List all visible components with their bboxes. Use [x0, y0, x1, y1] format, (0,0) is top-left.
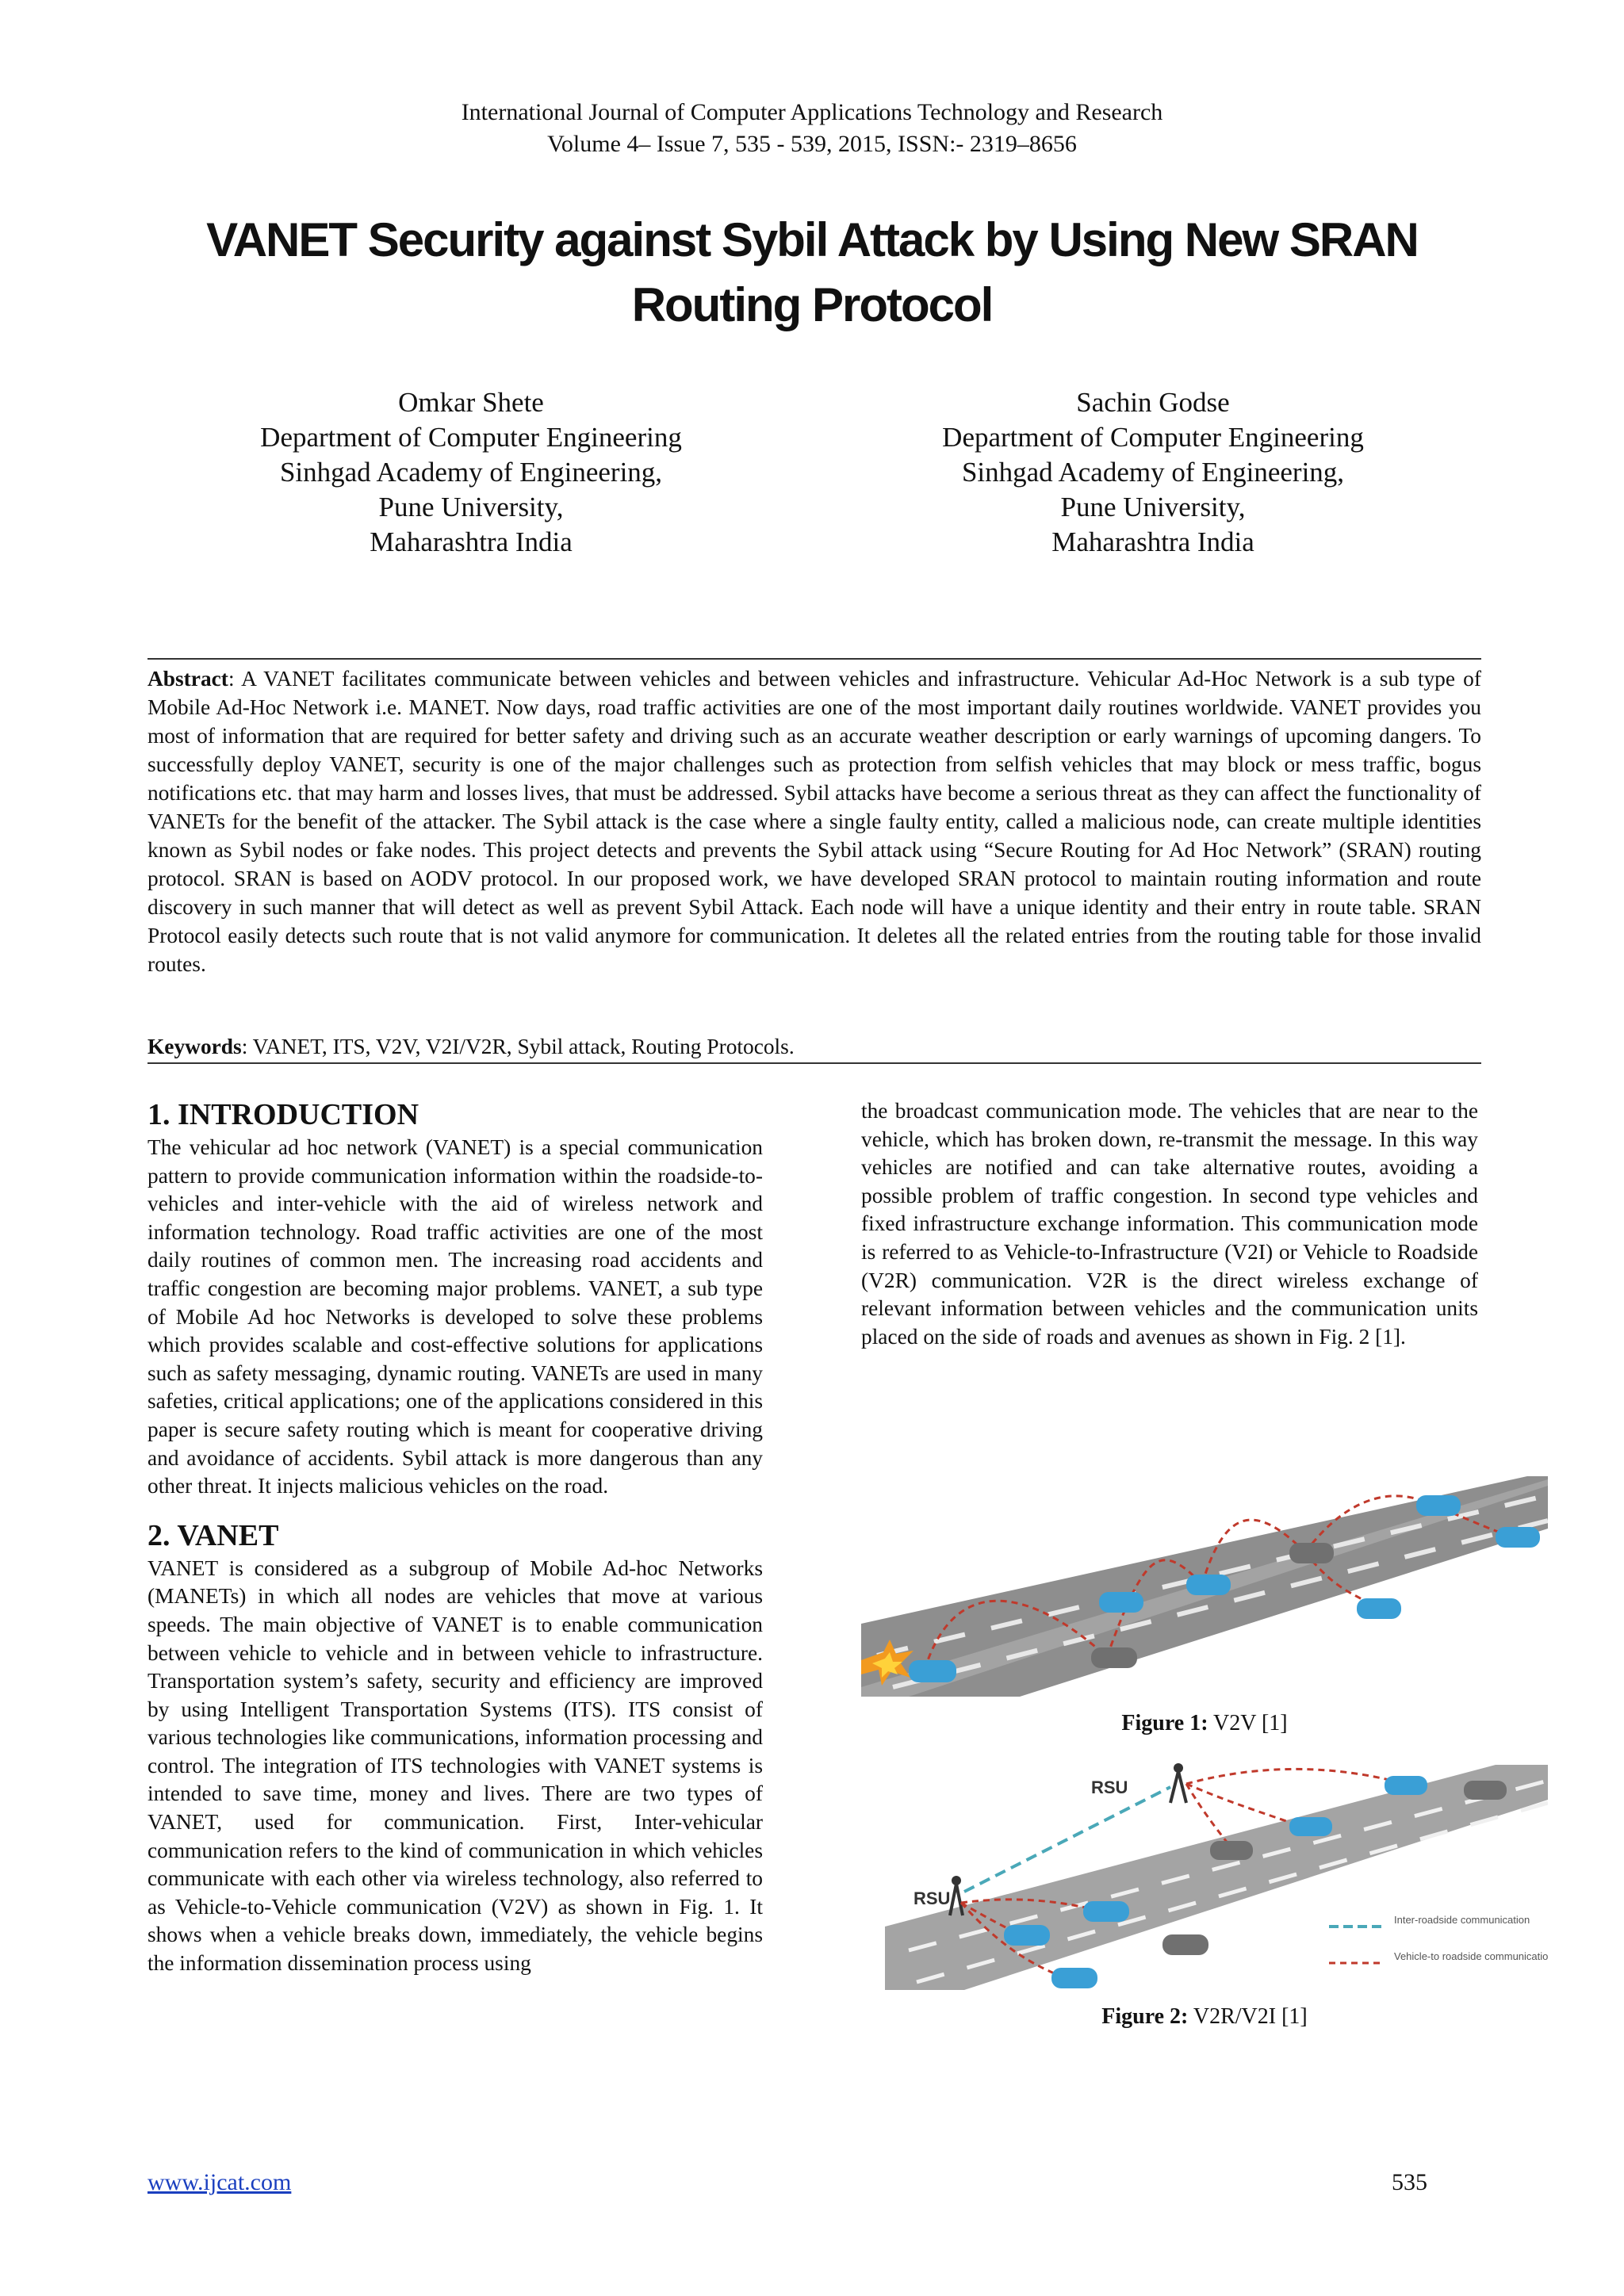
car-icon [1357, 1598, 1401, 1619]
journal-name: International Journal of Computer Applications Technology and Research [461, 99, 1163, 125]
car-icon [1210, 1841, 1253, 1860]
paper-title [119, 208, 1505, 338]
author-name: Omkar Shete [398, 387, 544, 418]
right-column-paragraph: the broadcast communication mode. The vehicles that are near to the vehicle, which has broken down, re-transmit the message. In this way vehicles are notified and can take alternative routes, avoiding a possible problem of traffic congestion. In second type vehicles and fixed infrastructure exchange information. This communication mode is referred to as Vehicle-to-Infrastructure (V2I) or Vehicle to Roadside (V2R) communication. V2R is the direct wireless exchange of relevant information between vehicles and the communication units placed on the side of roads and avenues as shown in Fig. 2 [1]. [861, 1099, 1478, 1349]
keywords [147, 1032, 1481, 1061]
title-line-1: VANET Security against Sybil Attack by Using New SRAN [206, 213, 1418, 266]
left-column [147, 1097, 763, 1978]
author-department: Department of Computer Engineering [942, 422, 1364, 453]
car-icon [1496, 1527, 1540, 1548]
car-icon [1186, 1575, 1231, 1595]
abstract-bottom-rule [147, 1062, 1481, 1064]
vanet-paragraph: VANET is considered as a subgroup of Mobile Ad-hoc Networks (MANETs) in which all nodes are vehicles that move at various speeds. The main objective of VANET is to enable communication between vehicle to vehicle and in between vehicle to infrastructure. Transportation system’s safety, security and efficiency are improved by using Intelligent Transportation Systems (ITS). ITS consist of various technologies like communications, information processing and control. The integration of ITS technologies with VANET systems is intended to save time, money and lives. There are two types of VANET, used for communication. First, Inter-vehicular communication refers to the kind of communication in which vehicles communicate with each other via wireless technology, also referred to as Vehicle-to-Vehicle communication (V2V) as shown in Fig. 1. It shows when a vehicle breaks down, immediately, the vehicle begins the information dissemination process using [147, 1556, 763, 1976]
abstract-text: : A VANET facilitates communicate between vehicles and between vehicles and infrastructure. Vehicular Ad-Hoc Network is a sub type of Mobile Ad-Hoc Network i.e. MANET. Now days, road traffic activities are one of the most important daily routines worldwide. VANET provides you most of information that are required for better safety and driving such as an accurate weather description or early warnings of upcoming dangers. To successfully deploy VANET, security is one of the major challenges such as protection from selfish vehicles that may block or mess traffic, bogus notifications etc. that may harm and losses lives, that must be addressed. Sybil attacks have become a serious threat as they can affect the functionality of VANETs for the benefit of the attacker. The Sybil attack is the case where a single faulty entity, called a malicious node, can create multiple identities known as Sybil nodes or fake nodes. This project detects and prevents the Sybil attack using “Secure Routing for Ad Hoc Network” (SRAN) routing protocol. SRAN is based on AODV protocol. In our proposed work, we have developed SRAN protocol to maintain routing information and route discovery in such manner that will detect as well as prevent Sybil Attack. Each node will have a unique identity and their entry in route table. SRAN Protocol easily detects such route that is not valid anymore for communication. It deletes all the related entries from the routing table for those invalid routes. [147, 667, 1481, 976]
car-icon [1004, 1925, 1050, 1946]
car-icon [1385, 1776, 1427, 1795]
car-icon [1289, 1543, 1334, 1563]
car-icon [1051, 1968, 1097, 1988]
legend-vehicle-roadside-label: Vehicle-to roadside communication [1394, 1950, 1548, 1962]
car-icon [1162, 1934, 1208, 1955]
title-line-2: Routing Protocol [631, 278, 993, 331]
car-icon [1091, 1647, 1137, 1668]
author-university: Pune University, [1060, 492, 1246, 522]
author-department: Department of Computer Engineering [260, 422, 682, 453]
journal-website-link[interactable]: www.ijcat.com [147, 2169, 292, 2195]
introduction-paragraph: The vehicular ad hoc network (VANET) is a special communication pattern to provide communication information within the roadside-to-vehicles and inter-vehicle with the aid of wireless network and information technology. Road traffic activities are one of the most daily routines of common men. The increasing road accidents and traffic congestion are becoming major problems. VANET, a sub type of Mobile Ad hoc Networks is developed to solve these problems which provides scalable and cost-effective solutions for applications such as safety messaging, dynamic routing. VANETs are used in many safeties, critical applications; one of the applications considered in this paper is secure safety routing which is meant for cooperative driving and avoidance of accidents. Sybil attack is more dangerous than any other threat. It injects malicious vehicles on the road. [147, 1135, 763, 1498]
car-icon [1464, 1781, 1507, 1800]
v2r-diagram [861, 1752, 1548, 1990]
figure-1-label: Figure 1: [1121, 1711, 1208, 1735]
page-number: 535 [1392, 2169, 1427, 2195]
abstract-label: Abstract [147, 667, 228, 691]
section-heading-introduction: 1. INTRODUCTION [147, 1098, 419, 1131]
figure-2-label: Figure 2: [1101, 2004, 1189, 2029]
right-column [861, 1097, 1478, 1351]
figure-2-v2r [861, 1752, 1548, 1990]
abstract [147, 664, 1481, 978]
car-icon [909, 1660, 956, 1682]
author-block-2 [852, 385, 1454, 560]
rsu-label-top: RSU [1091, 1777, 1128, 1797]
section-heading-vanet: 2. VANET [147, 1518, 279, 1552]
rsu-tower-icon [1170, 1763, 1186, 1803]
figure-2-caption [861, 2003, 1548, 2031]
author-block-1 [170, 385, 772, 560]
journal-volume: Volume 4– Issue 7, 535 - 539, 2015, ISSN:- 2319–8656 [547, 131, 1077, 157]
car-icon [1416, 1495, 1461, 1516]
figure-2-text: V2R/V2I [1] [1188, 2004, 1308, 2029]
journal-header [0, 97, 1624, 160]
car-icon [1083, 1901, 1129, 1922]
car-icon [1289, 1817, 1332, 1836]
figure-1-text: V2V [1] [1208, 1711, 1288, 1735]
car-icon [1099, 1592, 1143, 1613]
author-name: Sachin Godse [1076, 387, 1230, 418]
v2v-diagram [861, 1473, 1548, 1697]
abstract-top-rule [147, 658, 1481, 660]
legend-inter-roadside-label: Inter-roadside communication [1394, 1914, 1530, 1926]
figure-1-v2v [861, 1473, 1548, 1697]
keywords-text: : VANET, ITS, V2V, V2I/V2R, Sybil attack, Routing Protocols. [241, 1035, 795, 1058]
author-university: Pune University, [378, 492, 564, 522]
rsu-label-left: RSU [914, 1888, 951, 1908]
author-location: Maharashtra India [1051, 526, 1254, 557]
figure-1-caption [861, 1709, 1548, 1738]
author-institution: Sinhgad Academy of Engineering, [961, 457, 1345, 488]
keywords-label: Keywords [147, 1035, 242, 1058]
author-institution: Sinhgad Academy of Engineering, [279, 457, 663, 488]
author-location: Maharashtra India [370, 526, 573, 557]
